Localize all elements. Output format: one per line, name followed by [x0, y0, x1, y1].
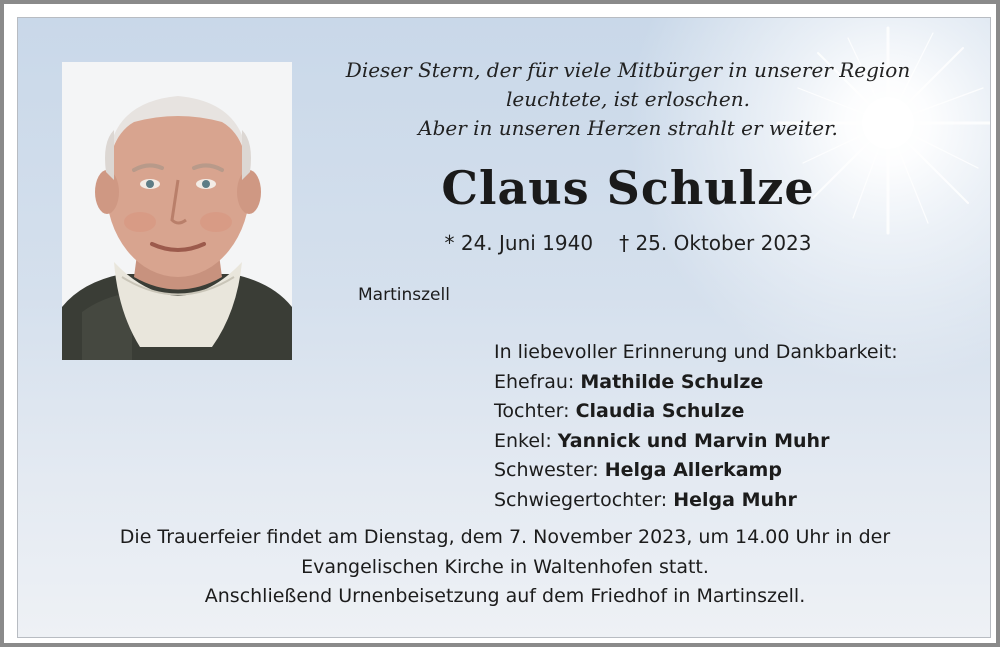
deceased-name: Claus Schulze: [441, 161, 815, 215]
mourner-role: Schwester:: [494, 459, 599, 481]
funeral-details: [18, 523, 991, 612]
mourners-list: [494, 338, 898, 515]
mourner-name: Helga Muhr: [673, 488, 797, 511]
mourner-role: Schwiegertochter:: [494, 488, 668, 511]
poem-line: Aber in unseren Herzen strahlt er weiter.: [418, 116, 838, 140]
poem-line: Dieser Stern, der für viele Mitbürger in unserer Region: [345, 58, 911, 82]
death-date: † 25. Oktober 2023: [619, 231, 812, 255]
mourner-name: Claudia Schulze: [575, 400, 745, 422]
funeral-line: Anschließend Urnenbeisetzung auf dem Friedhof in Martinszell.: [204, 585, 806, 607]
mourner-role: Tochter:: [494, 400, 570, 422]
memorial-poem: [318, 56, 938, 143]
mourner-row: [494, 368, 898, 398]
place-of-residence: Martinszell: [358, 285, 450, 305]
poem-line: leuchtete, ist erloschen.: [506, 87, 750, 111]
mourner-name: Yannick und Marvin Muhr: [557, 429, 830, 452]
mourner-name: Mathilde Schulze: [580, 370, 764, 393]
mourner-name: Helga Allerkamp: [604, 459, 782, 481]
life-dates: [318, 228, 938, 258]
mourner-row: [494, 456, 898, 486]
funeral-line: Evangelischen Kirche in Waltenhofen statt.: [301, 555, 709, 578]
mourner-role: Enkel:: [494, 429, 552, 452]
mourner-row: [494, 486, 898, 516]
notice-panel: [17, 17, 991, 638]
mourner-row: [494, 427, 898, 457]
portrait-photo: [62, 62, 292, 360]
mourner-role: Ehefrau:: [494, 370, 575, 393]
birth-date: * 24. Juni 1940: [444, 231, 594, 255]
funeral-line: Die Trauerfeier findet am Dienstag, dem 7. November 2023, um 14.00 Uhr in der: [119, 526, 891, 548]
mourner-row: [494, 397, 898, 427]
mourners-intro: In liebevoller Erinnerung und Dankbarkeit:: [494, 341, 898, 363]
